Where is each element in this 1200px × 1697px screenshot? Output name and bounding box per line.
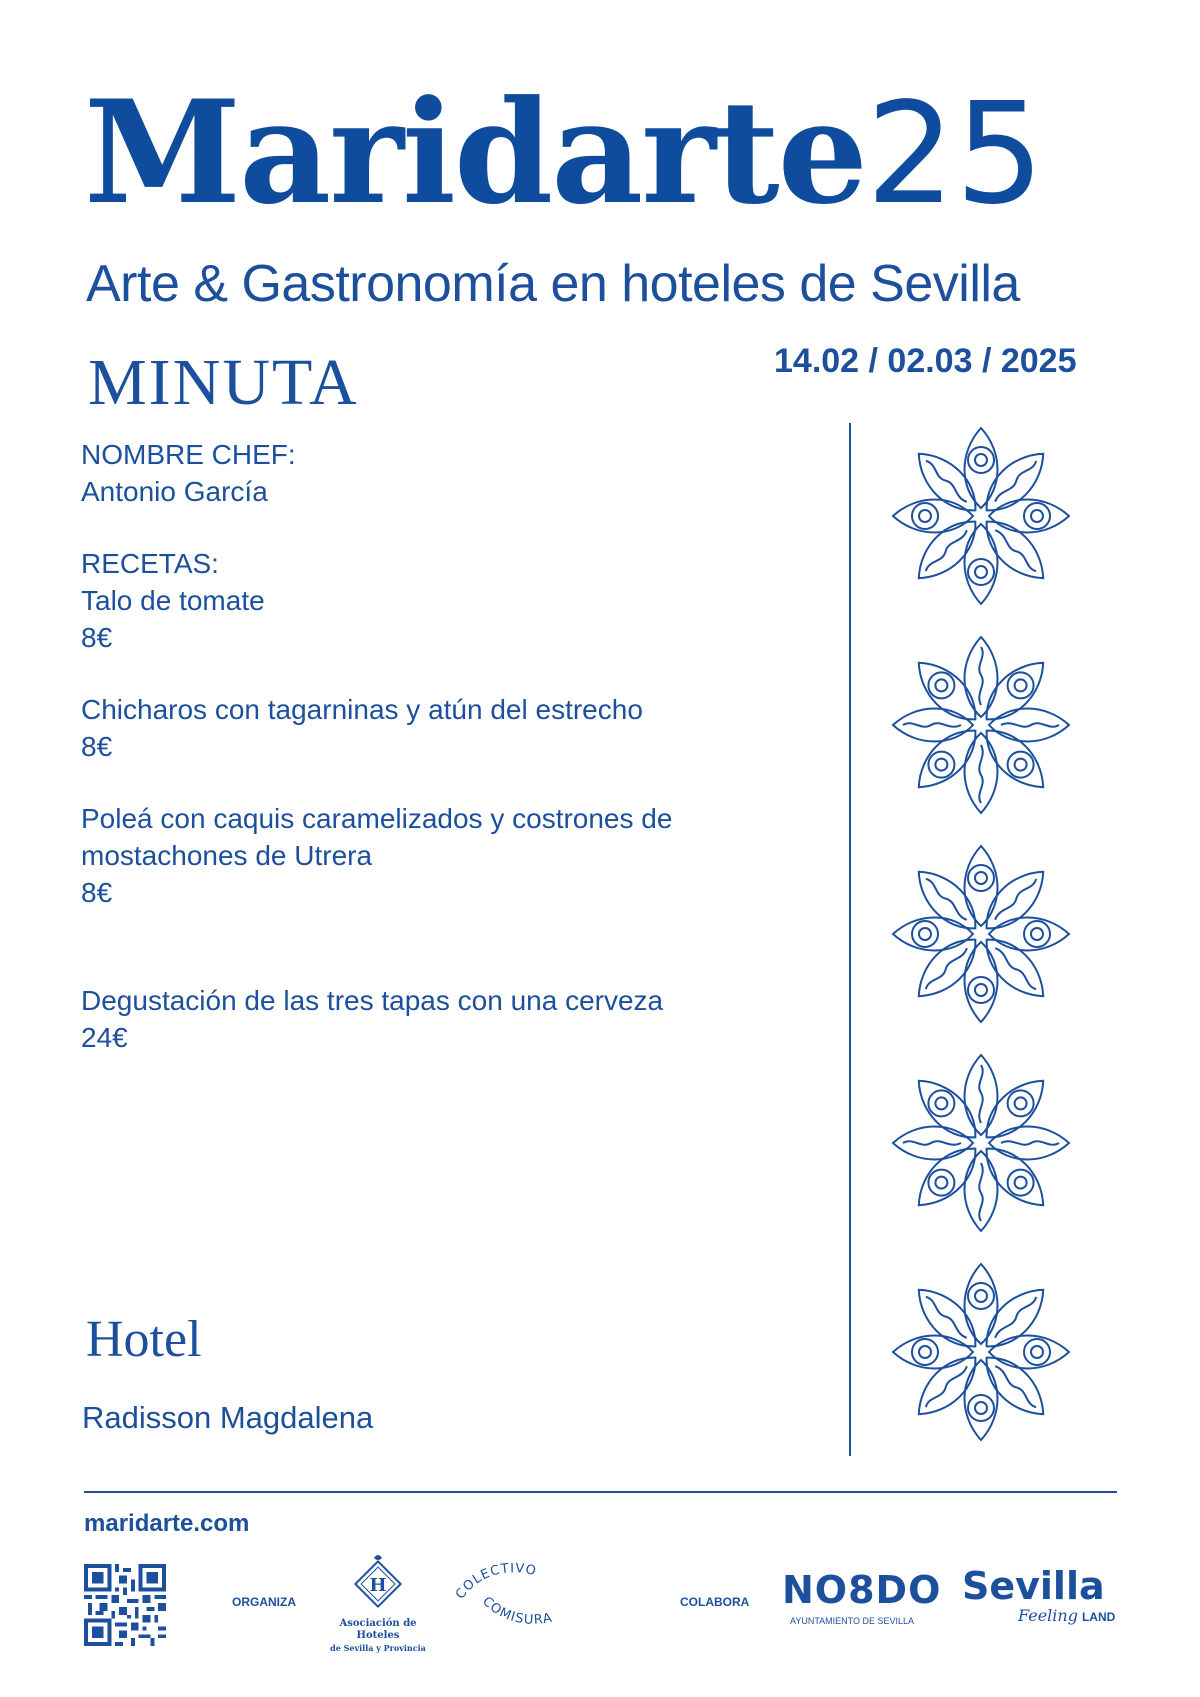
chef-name: Antonio García [81,476,268,507]
section-heading: MINUTA [88,346,359,419]
flower-ornament [874,421,1088,611]
nodo-logo [782,1568,942,1626]
chef-label: NOMBRE CHEF: [81,439,296,470]
asociacion-name-line1: Asociación de Hoteles [339,1618,417,1641]
flower-ornament [874,1048,1088,1238]
recipes-block [81,545,265,656]
recipes-label: RECETAS: [81,548,219,579]
event-year: 25 [866,73,1045,236]
chef-block [81,436,296,510]
recipe-name: Talo de tomate [81,585,265,616]
footer-divider [84,1491,1117,1493]
recipe-name: Chicharos con tagarninas y atún del estrecho [81,694,643,725]
event-title: Maridarte25 [84,70,1045,236]
website-link[interactable]: maridarte.com [84,1510,250,1537]
svg-text:COLECTIVO [453,1561,538,1602]
recipe-name: Degustación de las tres tapas con una cerveza [81,985,664,1016]
asociacion-letter: H [369,1575,387,1596]
recipe-name-line1: Poleá con caquis caramelizados y costrones de [81,803,673,834]
recipe-name-line2: mostachones de Utrera [81,840,373,871]
colectivo-comisura-logo [452,1556,592,1646]
asociacion-hoteles-logo [318,1554,438,1654]
hotel-name: Radisson Magdalena [82,1400,374,1435]
recipe-price: 24€ [81,1022,128,1053]
organiza-label: ORGANIZA [232,1595,296,1609]
recipe-item [81,800,672,911]
recipe-price: 8€ [81,877,113,908]
qr-code [84,1564,166,1646]
sevilla-feeling-land-logo [962,1566,1122,1646]
flower-ornament [874,630,1088,820]
sevilla-script: Feeling [1018,1606,1078,1625]
hotel-diamond-icon [318,1554,438,1618]
recipe-item [81,982,663,1056]
flower-ornament [874,839,1088,1029]
colabora-label: COLABORA [680,1595,750,1609]
nodo-subtitle: AYUNTAMIENTO DE SEVILLA [789,1616,915,1626]
event-dates: 14.02 / 02.03 / 2025 [774,342,1077,380]
sevilla-land: LAND [1081,1610,1116,1624]
recipe-price: 8€ [81,731,113,762]
sevilla-brand: Sevilla [962,1564,1105,1608]
vertical-divider [849,423,851,1456]
nodo-brand: NO8DO [782,1568,942,1612]
asociacion-name-line2: de Sevilla y Provincia [330,1643,426,1653]
flower-ornament [874,1257,1088,1447]
svg-text:COMISURA [479,1594,554,1628]
event-subtitle: Arte & Gastronomía en hoteles de Sevilla [86,255,1020,313]
comisura-text: COMISURA [479,1594,555,1628]
recipe-item [81,691,643,765]
colectivo-text: COLECTIVO [452,1561,539,1603]
recipe-price: 8€ [81,622,113,653]
hotel-label: Hotel [86,1311,202,1368]
